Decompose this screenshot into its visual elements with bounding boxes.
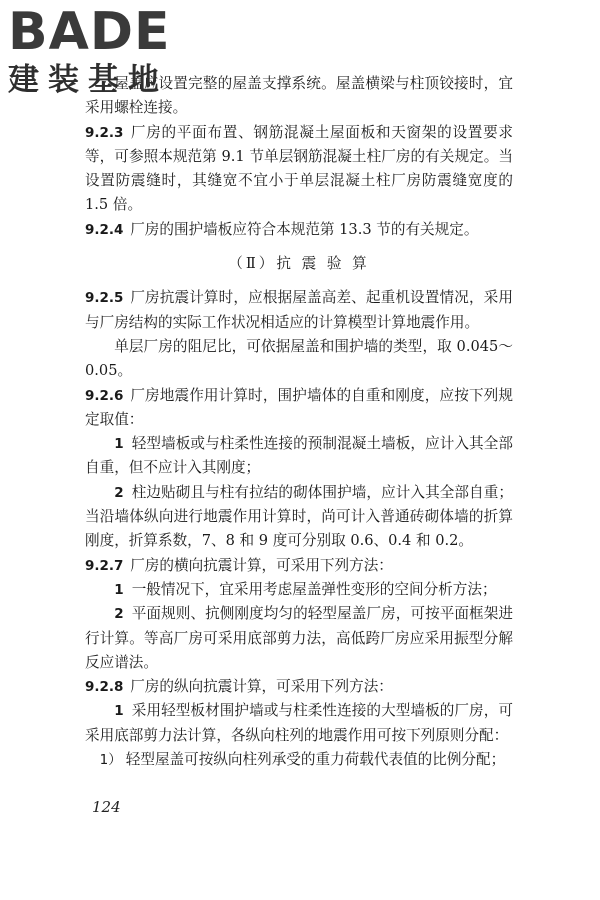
clause-text: 厂房的横向抗震计算，可采用下列方法： bbox=[130, 556, 393, 574]
list-item bbox=[85, 432, 513, 481]
item-text: 平面规则、抗侧刚度均匀的轻型屋盖厂房，可按平面框架进行计算。等高厂房可采用底部剪力法，高低跨厂房应采用振型分解反应谱法。 bbox=[85, 605, 513, 671]
clause-9-2-3 bbox=[85, 121, 513, 218]
list-item bbox=[85, 578, 513, 602]
clause-9-2-7 bbox=[85, 554, 513, 578]
item-number: 2 bbox=[114, 484, 124, 501]
item-text: 轻型墙板或与柱柔性连接的预制混凝土墙板，应计入其全部自重，但不应计入其刚度； bbox=[85, 435, 513, 477]
section-heading: （Ⅱ）抗 震 验 算 bbox=[228, 255, 370, 273]
clause-number: 9.2.5 bbox=[85, 290, 124, 307]
clause-text: 厂房的平面布置、钢筋混凝土屋面板和天窗架的设置要求等，可参照本规范第 9.1 节单层钢筋混凝土柱厂房的有关规定。当设置防震缝时，其缝宽不宜小于单层混凝土柱厂房防震缝宽度的 1.5 倍。 bbox=[85, 123, 513, 214]
watermark-logo bbox=[8, 4, 178, 100]
logo-subtitle: 建装基地 bbox=[8, 62, 168, 98]
list-item bbox=[85, 481, 513, 554]
item-text: 采用轻型板材围护墙或与柱柔性连接的大型墙板的厂房，可采用底部剪力法计算，各纵向柱列的地震作用可按下列原则分配： bbox=[85, 702, 513, 744]
sub-item-text: 轻型屋盖可按纵向柱列承受的重力荷载代表值的比例分配； bbox=[125, 751, 506, 769]
item-text: 柱边贴砌且与柱有拉结的砌体围护墙，应计入其全部自重；当沿墙体纵向进行地震作用计算时，尚可计入普通砖砌体墙的折算刚度，折算系数，7、8 和 9 度可分别取 0.6、0.4 和 0.2。 bbox=[85, 483, 513, 550]
logo-text: BADE bbox=[8, 2, 171, 62]
paragraph-9-2-2-continuation: 屋盖应设置完整的屋盖支撑系统。屋盖横梁与柱顶铰接时，宜采用螺栓连接。 bbox=[85, 75, 513, 117]
clause-text: 厂房的围护墙板应符合本规范第 13.3 节的有关规定。 bbox=[130, 220, 479, 238]
list-item bbox=[85, 699, 513, 748]
document-body bbox=[85, 72, 513, 772]
clause-text: 厂房抗震计算时，应根据屋盖高差、起重机设置情况，采用与厂房结构的实际工作状况相适应的计算模型计算地震作用。 bbox=[85, 289, 513, 331]
sub-list-item bbox=[85, 748, 513, 772]
clause-9-2-6 bbox=[85, 384, 513, 433]
clause-9-2-4 bbox=[85, 218, 513, 242]
item-number: 2 bbox=[114, 606, 124, 623]
clause-number: 9.2.4 bbox=[85, 221, 124, 238]
page-number: 124 bbox=[92, 798, 121, 816]
clause-number: 9.2.8 bbox=[85, 679, 124, 696]
item-text: 一般情况下，宜采用考虑屋盖弹性变形的空间分析方法； bbox=[131, 580, 497, 598]
clause-9-2-5-paragraph-2: 单层厂房的阻尼比，可依据屋盖和围护墙的类型，取 0.045～0.05。 bbox=[85, 337, 513, 380]
clause-9-2-5 bbox=[85, 286, 513, 335]
clause-number: 9.2.3 bbox=[85, 124, 124, 141]
clause-number: 9.2.6 bbox=[85, 387, 124, 404]
sub-item-number: 1） bbox=[99, 752, 122, 769]
item-number: 1 bbox=[114, 581, 124, 598]
list-item bbox=[85, 602, 513, 675]
clause-number: 9.2.7 bbox=[85, 557, 124, 574]
clause-9-2-8 bbox=[85, 675, 513, 699]
item-number: 1 bbox=[114, 703, 124, 720]
clause-text: 厂房的纵向抗震计算，可采用下列方法： bbox=[130, 678, 393, 696]
item-number: 1 bbox=[114, 436, 124, 453]
clause-text: 厂房地震作用计算时，围护墙体的自重和刚度，应按下列规定取值： bbox=[85, 386, 513, 428]
